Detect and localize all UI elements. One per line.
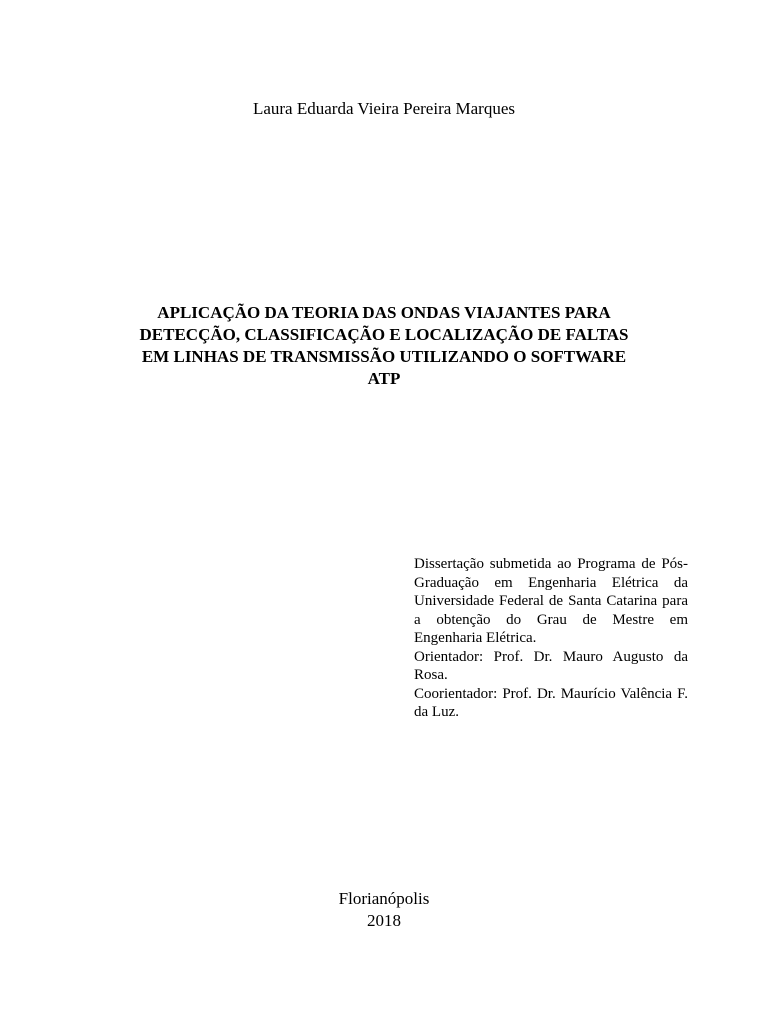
- title-line: EM LINHAS DE TRANSMISSÃO UTILIZANDO O SOFTWARE: [141, 347, 627, 366]
- title-line: DETECÇÃO, CLASSIFICAÇÃO E LOCALIZAÇÃO DE FALTAS: [139, 325, 629, 344]
- city: Florianópolis: [338, 889, 430, 908]
- author-name: Laura Eduarda Vieira Pereira Marques: [252, 99, 516, 118]
- year: 2018: [367, 911, 401, 930]
- advisor-line: Orientador: Prof. Dr. Mauro Augusto da Rosa.: [414, 648, 688, 683]
- place-and-date: [0, 888, 768, 932]
- thesis-title: [80, 302, 688, 390]
- submission-description: [414, 555, 688, 722]
- submission-statement: Dissertação submetida ao Programa de Pós-Graduação em Engenharia Elétrica da Universidade Federal de Santa Catarina para a obtenção do Grau de Mestre em Engenharia Elétrica.: [414, 556, 688, 646]
- coadvisor-line: Coorientador: Prof. Dr. Maurício Valência F. da Luz.: [414, 685, 688, 720]
- title-line: ATP: [367, 369, 401, 388]
- title-line: APLICAÇÃO DA TEORIA DAS ONDAS VIAJANTES PARA: [157, 303, 611, 322]
